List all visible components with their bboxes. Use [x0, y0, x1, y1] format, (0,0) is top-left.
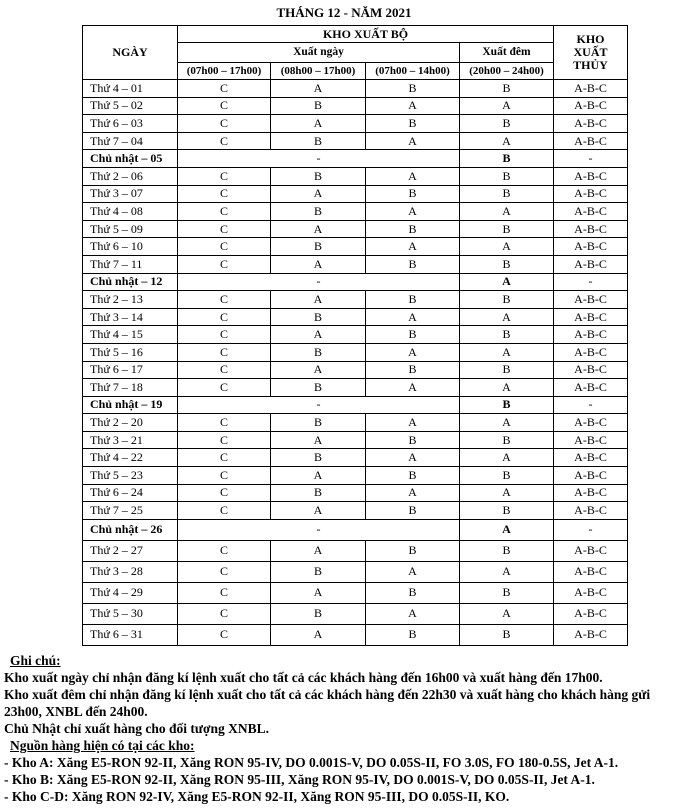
shift-cell-07-14: A: [366, 414, 460, 432]
shift-cell-07-17: C: [178, 115, 271, 133]
night-shift-cell: B: [460, 150, 554, 168]
shift-cell-07-14: A: [366, 343, 460, 361]
table-row: [83, 603, 628, 624]
header-ngay: NGÀY: [83, 26, 178, 80]
night-shift-cell: A: [460, 308, 554, 326]
night-shift-cell: B: [460, 582, 554, 603]
table-row: [83, 431, 628, 449]
header-kho-xuat-thuy: [554, 26, 628, 80]
table-row: [83, 343, 628, 361]
night-shift-cell: A: [460, 379, 554, 397]
night-shift-cell: A: [460, 484, 554, 502]
shift-cell-08-17: A: [271, 540, 366, 561]
shift-cell-07-17: C: [178, 540, 271, 561]
waterway-cell: A-B-C: [554, 167, 628, 185]
shift-cell-07-17: C: [178, 624, 271, 645]
table-row: [83, 255, 628, 273]
day-shift-cell: -: [178, 396, 460, 414]
night-shift-cell: B: [460, 624, 554, 645]
shift-cell-07-17: C: [178, 379, 271, 397]
shift-cell-08-17: B: [271, 603, 366, 624]
shift-cell-07-17: C: [178, 361, 271, 379]
header-xuat-ngay: Xuất ngày: [178, 43, 460, 63]
shift-cell-08-17: A: [271, 582, 366, 603]
waterway-cell: A-B-C: [554, 80, 628, 98]
table-row: [83, 80, 628, 98]
night-shift-cell: B: [460, 396, 554, 414]
header-kho-xuat-thuy-line-3: THỦY: [573, 58, 608, 72]
day-shift-cell: -: [178, 519, 460, 540]
day-cell: Thứ 3 – 14: [83, 308, 178, 326]
day-cell: Thứ 6 – 24: [83, 484, 178, 502]
waterway-cell: A-B-C: [554, 582, 628, 603]
note-line-2: Kho xuất đêm chỉ nhận đăng kí lệnh xuất cho tất cả các khách hàng đến 22h30 và xuất hàng cho khách hàng gửi 23h00, XNBL đến 24h00.: [4, 687, 651, 719]
day-cell: Thứ 7 – 18: [83, 379, 178, 397]
night-shift-cell: A: [460, 273, 554, 291]
shift-cell-07-14: B: [366, 185, 460, 203]
shift-cell-07-17: C: [178, 561, 271, 582]
kho-cd-line: - Kho C-D: Xăng RON 92-IV, Xăng E5-RON 92-II, Xăng RON 95-III, DO 0.05S-II, KO.: [4, 789, 510, 804]
shift-cell-08-17: A: [271, 431, 366, 449]
night-shift-cell: B: [460, 220, 554, 238]
shift-cell-07-14: B: [366, 431, 460, 449]
waterway-cell: A-B-C: [554, 361, 628, 379]
day-cell: Chủ nhật – 12: [83, 273, 178, 291]
table-row: [83, 291, 628, 309]
schedule-body: [83, 80, 628, 646]
waterway-cell: -: [554, 273, 628, 291]
shift-cell-07-17: C: [178, 167, 271, 185]
shift-cell-07-17: C: [178, 308, 271, 326]
shift-cell-07-17: C: [178, 291, 271, 309]
table-row: [83, 185, 628, 203]
shift-cell-07-17: C: [178, 582, 271, 603]
table-row: [83, 396, 628, 414]
shift-cell-08-17: A: [271, 115, 366, 133]
header-xuat-dem: Xuất đêm: [460, 43, 554, 63]
day-cell: Thứ 4 – 29: [83, 582, 178, 603]
waterway-cell: A-B-C: [554, 255, 628, 273]
shift-cell-08-17: B: [271, 414, 366, 432]
shift-cell-08-17: B: [271, 97, 366, 115]
night-shift-cell: B: [460, 167, 554, 185]
day-cell: Chủ nhật – 19: [83, 396, 178, 414]
waterway-cell: A-B-C: [554, 414, 628, 432]
shift-cell-08-17: A: [271, 80, 366, 98]
shift-cell-07-17: C: [178, 449, 271, 467]
day-cell: Thứ 6 – 31: [83, 624, 178, 645]
shift-cell-08-17: B: [271, 561, 366, 582]
day-cell: Thứ 5 – 02: [83, 97, 178, 115]
waterway-cell: A-B-C: [554, 326, 628, 344]
day-cell: Thứ 3 – 28: [83, 561, 178, 582]
waterway-cell: A-B-C: [554, 343, 628, 361]
schedule-table: [82, 25, 628, 646]
shift-cell-07-14: B: [366, 467, 460, 485]
shift-cell-07-14: A: [366, 97, 460, 115]
waterway-cell: A-B-C: [554, 540, 628, 561]
night-shift-cell: B: [460, 431, 554, 449]
night-shift-cell: B: [460, 326, 554, 344]
day-cell: Thứ 6 – 10: [83, 238, 178, 256]
shift-cell-07-17: C: [178, 502, 271, 520]
table-row: [83, 203, 628, 221]
table-row: [83, 624, 628, 645]
night-shift-cell: B: [460, 467, 554, 485]
shift-cell-08-17: A: [271, 361, 366, 379]
waterway-cell: -: [554, 519, 628, 540]
waterway-cell: A-B-C: [554, 115, 628, 133]
header-time-4: (20h00 – 24h00): [460, 63, 554, 80]
shift-cell-07-14: A: [366, 132, 460, 150]
day-cell: Thứ 3 – 21: [83, 431, 178, 449]
nguon-hang-heading: Nguồn hàng hiện có tại các kho:: [10, 738, 195, 753]
shift-cell-07-17: C: [178, 185, 271, 203]
waterway-cell: A-B-C: [554, 561, 628, 582]
waterway-cell: A-B-C: [554, 238, 628, 256]
shift-cell-08-17: B: [271, 238, 366, 256]
shift-cell-08-17: B: [271, 308, 366, 326]
shift-cell-08-17: A: [271, 291, 366, 309]
shift-cell-07-17: C: [178, 414, 271, 432]
shift-cell-07-14: A: [366, 167, 460, 185]
night-shift-cell: A: [460, 238, 554, 256]
shift-cell-08-17: B: [271, 379, 366, 397]
shift-cell-07-17: C: [178, 326, 271, 344]
shift-cell-07-14: A: [366, 203, 460, 221]
shift-cell-07-14: B: [366, 582, 460, 603]
notes-heading: Ghi chú:: [10, 653, 61, 668]
table-row: [83, 561, 628, 582]
day-cell: Thứ 6 – 03: [83, 115, 178, 133]
table-row: [83, 414, 628, 432]
night-shift-cell: A: [460, 132, 554, 150]
shift-cell-07-17: C: [178, 431, 271, 449]
table-row: [83, 115, 628, 133]
night-shift-cell: B: [460, 255, 554, 273]
waterway-cell: A-B-C: [554, 431, 628, 449]
shift-cell-07-14: B: [366, 326, 460, 344]
table-row: [83, 484, 628, 502]
table-row: [83, 167, 628, 185]
shift-cell-07-14: B: [366, 115, 460, 133]
shift-cell-07-14: B: [366, 291, 460, 309]
day-cell: Chủ nhật – 05: [83, 150, 178, 168]
night-shift-cell: B: [460, 115, 554, 133]
shift-cell-08-17: B: [271, 203, 366, 221]
table-row: [83, 379, 628, 397]
waterway-cell: A-B-C: [554, 502, 628, 520]
day-cell: Thứ 2 – 20: [83, 414, 178, 432]
waterway-cell: -: [554, 150, 628, 168]
table-row: [83, 502, 628, 520]
day-cell: Thứ 2 – 27: [83, 540, 178, 561]
shift-cell-07-17: C: [178, 467, 271, 485]
shift-cell-07-17: C: [178, 603, 271, 624]
night-shift-cell: B: [460, 502, 554, 520]
table-row: [83, 361, 628, 379]
shift-cell-07-14: B: [366, 540, 460, 561]
waterway-cell: A-B-C: [554, 467, 628, 485]
header-time-3: (07h00 – 14h00): [366, 63, 460, 80]
table-row: [83, 582, 628, 603]
shift-cell-07-14: A: [366, 449, 460, 467]
shift-cell-08-17: B: [271, 484, 366, 502]
night-shift-cell: A: [460, 97, 554, 115]
header-time-2: (08h00 – 17h00): [271, 63, 366, 80]
waterway-cell: A-B-C: [554, 97, 628, 115]
night-shift-cell: A: [460, 343, 554, 361]
day-cell: Chủ nhật – 26: [83, 519, 178, 540]
shift-cell-07-17: C: [178, 255, 271, 273]
night-shift-cell: A: [460, 519, 554, 540]
shift-cell-07-17: C: [178, 132, 271, 150]
shift-cell-07-14: B: [366, 624, 460, 645]
shift-cell-08-17: A: [271, 624, 366, 645]
table-row: [83, 273, 628, 291]
shift-cell-07-14: B: [366, 361, 460, 379]
waterway-cell: A-B-C: [554, 203, 628, 221]
day-cell: Thứ 5 – 16: [83, 343, 178, 361]
night-shift-cell: B: [460, 80, 554, 98]
shift-cell-08-17: B: [271, 132, 366, 150]
kho-a-line: - Kho A: Xăng E5-RON 92-II, Xăng RON 95-IV, DO 0.001S-V, DO 0.05S-II, FO 3.0S, FO 180-0.5S, Jet A-1.: [4, 755, 619, 770]
kho-b-line: - Kho B: Xăng E5-RON 92-II, Xăng RON 95-III, Xăng RON 95-IV, DO 0.001S-V, DO 0.05S-II, Jet A-1.: [4, 772, 595, 787]
shift-cell-08-17: A: [271, 185, 366, 203]
day-cell: Thứ 2 – 06: [83, 167, 178, 185]
shift-cell-08-17: B: [271, 343, 366, 361]
table-row: [83, 326, 628, 344]
table-row: [83, 467, 628, 485]
shift-cell-07-17: C: [178, 343, 271, 361]
notes-section: [4, 652, 688, 805]
shift-cell-07-14: A: [366, 238, 460, 256]
page-title: THÁNG 12 - NĂM 2021: [276, 5, 412, 20]
table-row: [83, 540, 628, 561]
night-shift-cell: A: [460, 603, 554, 624]
shift-cell-07-14: A: [366, 561, 460, 582]
waterway-cell: A-B-C: [554, 603, 628, 624]
shift-cell-07-14: A: [366, 308, 460, 326]
table-row: [83, 238, 628, 256]
shift-cell-08-17: B: [271, 167, 366, 185]
shift-cell-08-17: A: [271, 220, 366, 238]
note-line-3: Chủ Nhật chỉ xuất hàng cho đối tượng XNBL.: [4, 721, 270, 736]
shift-cell-07-14: B: [366, 80, 460, 98]
shift-cell-08-17: A: [271, 326, 366, 344]
table-row: [83, 449, 628, 467]
day-cell: Thứ 5 – 23: [83, 467, 178, 485]
shift-cell-07-17: C: [178, 203, 271, 221]
shift-cell-07-17: C: [178, 238, 271, 256]
day-cell: Thứ 6 – 17: [83, 361, 178, 379]
shift-cell-07-17: C: [178, 80, 271, 98]
day-cell: Thứ 5 – 30: [83, 603, 178, 624]
day-cell: Thứ 4 – 08: [83, 203, 178, 221]
table-row: [83, 97, 628, 115]
day-cell: Thứ 2 – 13: [83, 291, 178, 309]
night-shift-cell: A: [460, 203, 554, 221]
day-cell: Thứ 7 – 25: [83, 502, 178, 520]
note-line-1: Kho xuất ngày chỉ nhận đăng kí lệnh xuất cho tất cả các khách hàng đến 16h00 và xuất hàng đến 17h00.: [4, 670, 603, 685]
waterway-cell: A-B-C: [554, 484, 628, 502]
waterway-cell: A-B-C: [554, 449, 628, 467]
day-cell: Thứ 7 – 04: [83, 132, 178, 150]
waterway-cell: A-B-C: [554, 379, 628, 397]
table-row: [83, 308, 628, 326]
night-shift-cell: A: [460, 449, 554, 467]
waterway-cell: A-B-C: [554, 220, 628, 238]
day-shift-cell: -: [178, 150, 460, 168]
header-kho-xuat-thuy-line-2: XUẤT: [573, 45, 608, 59]
table-row: [83, 132, 628, 150]
waterway-cell: -: [554, 396, 628, 414]
shift-cell-07-14: A: [366, 603, 460, 624]
shift-cell-08-17: A: [271, 467, 366, 485]
shift-cell-07-14: A: [366, 379, 460, 397]
shift-cell-08-17: B: [271, 449, 366, 467]
night-shift-cell: A: [460, 561, 554, 582]
day-cell: Thứ 4 – 15: [83, 326, 178, 344]
header-time-1: (07h00 – 17h00): [178, 63, 271, 80]
header-kho-xuat-bo: KHO XUẤT BỘ: [178, 26, 554, 43]
shift-cell-08-17: A: [271, 502, 366, 520]
table-row: [83, 220, 628, 238]
night-shift-cell: B: [460, 185, 554, 203]
day-cell: Thứ 7 – 11: [83, 255, 178, 273]
waterway-cell: A-B-C: [554, 624, 628, 645]
shift-cell-07-14: B: [366, 502, 460, 520]
waterway-cell: A-B-C: [554, 132, 628, 150]
shift-cell-07-14: A: [366, 484, 460, 502]
shift-cell-07-17: C: [178, 220, 271, 238]
shift-cell-07-17: C: [178, 484, 271, 502]
day-cell: Thứ 4 – 22: [83, 449, 178, 467]
night-shift-cell: B: [460, 540, 554, 561]
day-cell: Thứ 3 – 07: [83, 185, 178, 203]
night-shift-cell: A: [460, 414, 554, 432]
day-shift-cell: -: [178, 273, 460, 291]
shift-cell-07-14: B: [366, 255, 460, 273]
header-kho-xuat-thuy-line-1: KHO: [576, 32, 605, 46]
shift-cell-07-17: C: [178, 97, 271, 115]
shift-cell-08-17: A: [271, 255, 366, 273]
table-row: [83, 150, 628, 168]
night-shift-cell: B: [460, 361, 554, 379]
waterway-cell: A-B-C: [554, 185, 628, 203]
waterway-cell: A-B-C: [554, 308, 628, 326]
night-shift-cell: B: [460, 291, 554, 309]
table-row: [83, 519, 628, 540]
day-cell: Thứ 5 – 09: [83, 220, 178, 238]
day-cell: Thứ 4 – 01: [83, 80, 178, 98]
shift-cell-07-14: B: [366, 220, 460, 238]
waterway-cell: A-B-C: [554, 291, 628, 309]
